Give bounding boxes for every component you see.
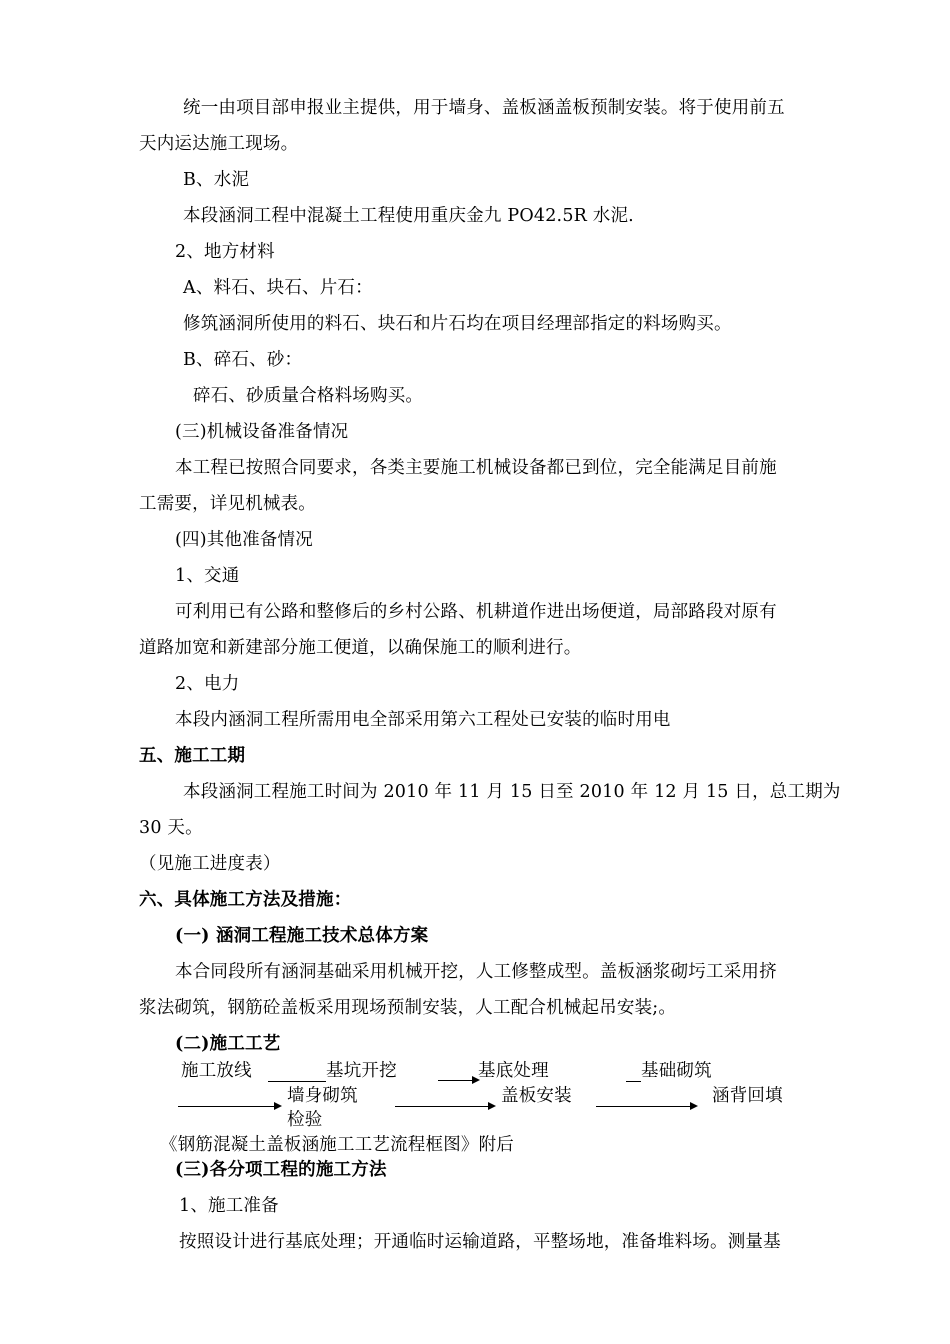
paragraph-line: 按照设计进行基底处理；开通临时运输道路，平整场地，准备堆料场。测量基 [179, 1232, 781, 1252]
flow-connector [268, 1081, 326, 1082]
paragraph-line: 浆法砌筑，钢筋砼盖板采用现场预制安装，人工配合机械起吊安装;。 [139, 998, 677, 1018]
paragraph-line: 《钢筋混凝土盖板涵施工工艺流程框图》附后 [160, 1135, 514, 1155]
sub-heading: 1、交通 [175, 566, 240, 586]
chapter-heading: 六、具体施工方法及措施： [139, 890, 352, 910]
flow-step: 涵背回填 [712, 1086, 783, 1106]
paragraph-line: 统一由项目部申报业主提供，用于墙身、盖板涵盖板预制安装。将于使用前五 [183, 98, 785, 118]
section-heading: (三)机械设备准备情况 [175, 422, 349, 442]
paragraph-line: （见施工进度表） [139, 854, 281, 874]
flow-step: 盖板安装 [501, 1086, 572, 1106]
paragraph-line: 本合同段所有涵洞基础采用机械开挖，人工修整成型。盖板涵浆砌圬工采用挤 [175, 962, 777, 982]
flow-arrow [596, 1106, 696, 1107]
paragraph-line: 可利用已有公路和整修后的乡村公路、机耕道作进出场便道，局部路段对原有 [175, 602, 777, 622]
paragraph-line: 30 天。 [139, 818, 203, 838]
flow-step: 基底处理 [478, 1061, 549, 1081]
paragraph-line: 道路加宽和新建部分施工便道，以确保施工的顺利进行。 [139, 638, 582, 658]
flow-step: 墙身砌筑 [287, 1086, 358, 1106]
paragraph-line: 本工程已按照合同要求，各类主要施工机械设备都已到位，完全能满足目前施 [175, 458, 777, 478]
section-heading: (三)各分项工程的施工方法 [175, 1160, 387, 1180]
paragraph-line: 修筑涵洞所使用的料石、块石和片石均在项目经理部指定的料场购买。 [183, 314, 732, 334]
paragraph-line: 本段内涵洞工程所需用电全部采用第六工程处已安装的临时用电 [175, 710, 671, 730]
sub-heading: 2、电力 [175, 674, 240, 694]
paragraph-line: 本段涵洞工程中混凝土工程使用重庆金九 PO42.5R 水泥. [183, 206, 634, 226]
flow-step: 检验 [287, 1110, 323, 1130]
sub-heading: B、碎石、砂： [183, 350, 303, 370]
paragraph-line: 工需要，详见机械表。 [139, 494, 316, 514]
flow-connector [626, 1081, 641, 1082]
flow-arrow [395, 1106, 494, 1107]
flow-arrow [438, 1080, 478, 1081]
paragraph-line: 碎石、砂质量合格料场购买。 [193, 386, 424, 406]
sub-heading: A、料石、块石、片石： [183, 278, 373, 298]
sub-heading: 2、地方材料 [175, 242, 275, 262]
section-heading: (二)施工工艺 [175, 1034, 281, 1054]
flow-arrow [178, 1106, 280, 1107]
sub-heading: 1、施工准备 [179, 1196, 279, 1216]
flow-step: 基坑开挖 [326, 1061, 397, 1081]
chapter-heading: 五、施工工期 [139, 746, 246, 766]
section-heading: (一) 涵洞工程施工技术总体方案 [175, 926, 429, 946]
paragraph-line: 本段涵洞工程施工时间为 2010 年 11 月 15 日至 2010 年 12 月 15 日，总工期为 [183, 782, 841, 802]
sub-heading: B、水泥 [183, 170, 250, 190]
paragraph-line: 天内运达施工现场。 [139, 134, 299, 154]
flow-step: 施工放线 [181, 1061, 252, 1081]
section-heading: (四)其他准备情况 [175, 530, 313, 550]
flow-step: 基础砌筑 [641, 1061, 712, 1081]
